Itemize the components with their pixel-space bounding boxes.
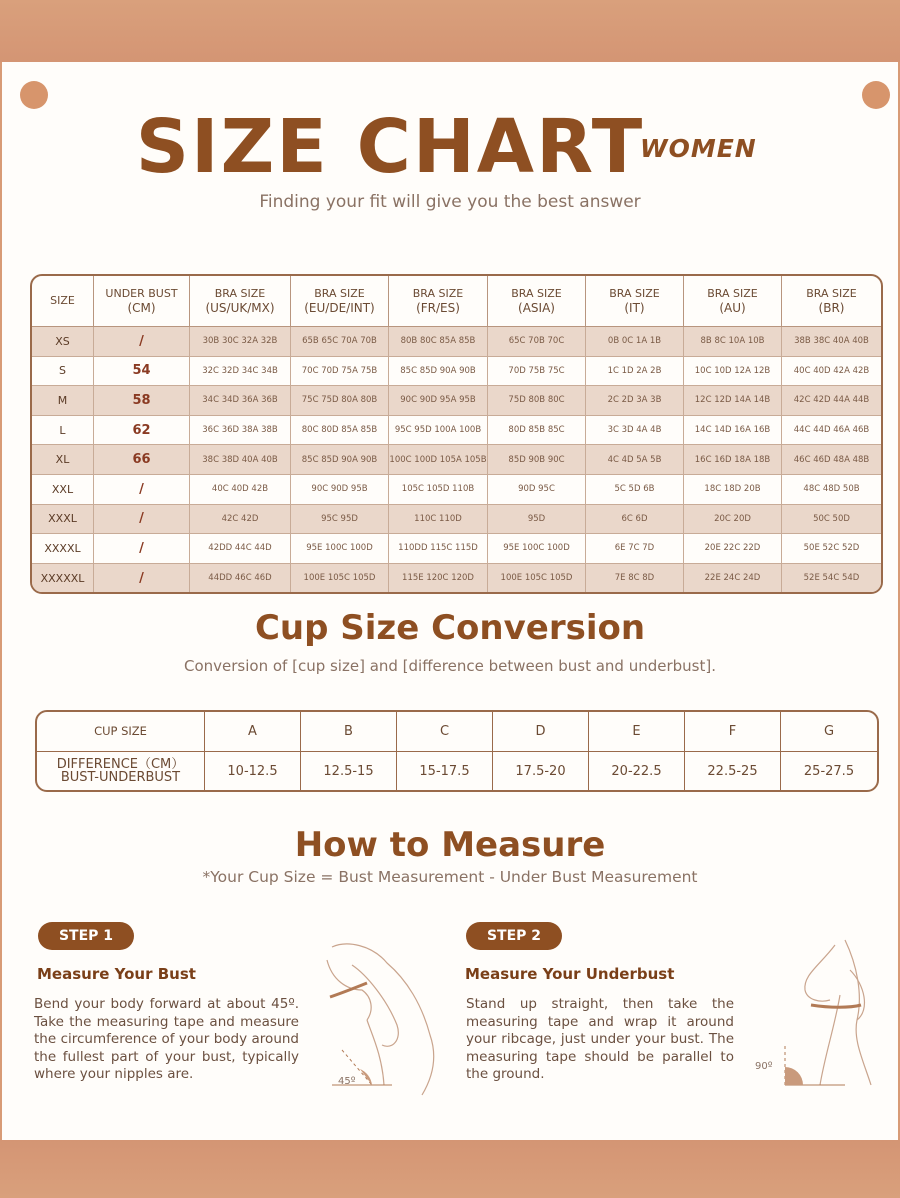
cup-diff-cell: 20-22.5 (589, 752, 685, 790)
underbust-cell: 66 (94, 445, 190, 475)
cup-diff-cell: 17.5-20 (493, 752, 589, 790)
table-row (32, 475, 881, 505)
bra-size-cell: 95E 100C 100D (291, 534, 389, 564)
bra-size-cell: 85C 85D 90A 90B (291, 445, 389, 475)
cup-section-subtitle: Conversion of [cup size] and [difference between bust and underbust]. (184, 657, 716, 675)
underbust-cell: / (94, 564, 190, 593)
table-row (32, 505, 881, 535)
bra-size-cell: 48C 48D 50B (782, 475, 881, 505)
bra-size-cell: 70C 70D 75A 75B (291, 357, 389, 387)
angle-label-45: 45º (338, 1076, 356, 1087)
bra-size-cell: 75C 75D 80A 80B (291, 386, 389, 416)
table-row (32, 357, 881, 387)
bra-size-cell: 65B 65C 70A 70B (291, 327, 389, 357)
bra-size-cell: 12C 12D 14A 14B (684, 386, 782, 416)
underbust-cell: / (94, 534, 190, 564)
bra-size-cell: 85D 90B 90C (488, 445, 586, 475)
underbust-cell: / (94, 327, 190, 357)
size-header-7 (684, 276, 782, 327)
cup-diff-cell: 10-12.5 (205, 752, 301, 790)
header-line: BRA SIZE (412, 287, 464, 300)
top-band (0, 0, 900, 62)
angle-marker-icon (360, 1069, 372, 1085)
table-row (32, 327, 881, 357)
size-header-5 (488, 276, 586, 327)
bra-size-cell: 50C 50D (782, 505, 881, 535)
bra-size-cell: 10C 10D 12A 12B (684, 357, 782, 387)
underbust-cell: 54 (94, 357, 190, 387)
bra-size-cell: 40C 40D 42A 42B (782, 357, 881, 387)
size-header-4 (389, 276, 488, 327)
bra-size-cell: 65C 70B 70C (488, 327, 586, 357)
size-cell: XS (32, 327, 94, 357)
cup-size-label: CUP SIZE (37, 712, 205, 752)
bra-size-cell: 75D 80B 80C (488, 386, 586, 416)
step2-text: Stand up straight, then take the measuring tape and wrap it around your ribcage, just under your bust. The measuring tape should be parallel to the ground. (466, 996, 734, 1082)
bra-size-cell: 100E 105C 105D (291, 564, 389, 593)
step2-heading: Measure Your Underbust (465, 965, 675, 983)
difference-label (37, 752, 205, 790)
table-row (32, 416, 881, 446)
table-row (32, 386, 881, 416)
table-row (32, 564, 881, 593)
bra-size-cell: 1C 1D 2A 2B (586, 357, 684, 387)
bra-size-cell: 42C 42D 44A 44B (782, 386, 881, 416)
bra-size-cell: 38B 38C 40A 40B (782, 327, 881, 357)
bra-size-cell: 38C 38D 40A 40B (190, 445, 291, 475)
bust-measure-figure (312, 935, 447, 1100)
bra-size-cell: 46C 46D 48A 48B (782, 445, 881, 475)
cup-diff-cell: 15-17.5 (397, 752, 493, 790)
cup-letter-cell: A (205, 712, 301, 752)
bra-size-cell: 5C 5D 6B (586, 475, 684, 505)
bra-size-cell: 3C 3D 4A 4B (586, 416, 684, 446)
bra-size-cell: 100E 105C 105D (488, 564, 586, 593)
bra-size-cell: 4C 4D 5A 5B (586, 445, 684, 475)
bra-size-cell: 22E 24C 24D (684, 564, 782, 593)
step1-badge: STEP 1 (38, 922, 134, 950)
page-subtitle: Finding your fit will give you the best answer (259, 192, 641, 212)
step1-heading: Measure Your Bust (37, 965, 196, 983)
bra-size-cell: 16C 16D 18A 18B (684, 445, 782, 475)
cup-letter-cell: E (589, 712, 685, 752)
header-line: (FR/ES) (416, 301, 460, 315)
header-line: BRA SIZE (609, 287, 660, 300)
header-line: (IT) (624, 301, 645, 315)
size-table (30, 274, 883, 594)
underbust-cell: 58 (94, 386, 190, 416)
size-cell: XXXL (32, 505, 94, 535)
underbust-cell: / (94, 475, 190, 505)
cup-diff-cell: 12.5-15 (301, 752, 397, 790)
measure-formula: *Your Cup Size = Bust Measurement - Under Bust Measurement (202, 868, 698, 886)
cup-letter-cell: B (301, 712, 397, 752)
bra-size-cell: 0B 0C 1A 1B (586, 327, 684, 357)
bra-size-cell: 20C 20D (684, 505, 782, 535)
table-row (32, 534, 881, 564)
bra-size-cell: 20E 22C 22D (684, 534, 782, 564)
size-cell: S (32, 357, 94, 387)
size-cell: XXXXXL (32, 564, 94, 593)
bra-size-cell: 90C 90D 95B (291, 475, 389, 505)
angle-marker-icon (785, 1067, 803, 1085)
bra-size-cell: 95D (488, 505, 586, 535)
header-line: UNDER BUST (105, 287, 178, 300)
bra-size-cell: 18C 18D 20B (684, 475, 782, 505)
size-cell: XXL (32, 475, 94, 505)
bra-size-cell: 36C 36D 38A 38B (190, 416, 291, 446)
header-line: (ASIA) (518, 301, 555, 315)
page-title: SIZE CHART (135, 104, 645, 190)
bra-size-cell: 50E 52C 52D (782, 534, 881, 564)
bra-size-cell: 7E 8C 8D (586, 564, 684, 593)
cup-letter-cell: F (685, 712, 781, 752)
bra-size-cell: 6E 7C 7D (586, 534, 684, 564)
cup-letter-cell: G (781, 712, 877, 752)
header-line: BRA SIZE (314, 287, 365, 300)
underbust-measure-figure (745, 935, 875, 1090)
bra-size-cell: 90D 95C (488, 475, 586, 505)
header-line: BRA SIZE (806, 287, 857, 300)
table-row (32, 445, 881, 475)
measure-section-title: How to Measure (294, 825, 606, 865)
bra-size-cell: 110C 110D (389, 505, 488, 535)
bra-size-cell: 42C 42D (190, 505, 291, 535)
header (0, 104, 900, 190)
tape-line (811, 1005, 861, 1007)
underbust-cell: / (94, 505, 190, 535)
size-cell: M (32, 386, 94, 416)
cup-diff-cell: 22.5-25 (685, 752, 781, 790)
bra-size-cell: 85C 85D 90A 90B (389, 357, 488, 387)
difference-label-line2: BUST-UNDERBUST (60, 770, 181, 785)
cup-table (35, 710, 879, 792)
bra-size-cell: 8B 8C 10A 10B (684, 327, 782, 357)
size-header-2 (190, 276, 291, 327)
size-header-3 (291, 276, 389, 327)
difference-label-line1: DIFFERENCE（CM） (56, 757, 185, 772)
bra-size-cell: 105C 105D 110B (389, 475, 488, 505)
bra-size-cell: 95E 100C 100D (488, 534, 586, 564)
bra-size-cell: 100C 100D 105A 105B (389, 445, 488, 475)
bra-size-cell: 6C 6D (586, 505, 684, 535)
header-line: (US/UK/MX) (205, 301, 275, 315)
header-line: (AU) (719, 301, 746, 315)
bottom-band (0, 1140, 900, 1198)
bra-size-cell: 40C 40D 42B (190, 475, 291, 505)
size-cell: XL (32, 445, 94, 475)
step1-text: Bend your body forward at about 45º. Take the measuring tape and measure the circumference of your body around the fullest part of your bust, typically where your nipples are. (34, 996, 299, 1082)
cup-letter-cell: C (397, 712, 493, 752)
bra-size-cell: 52E 54C 54D (782, 564, 881, 593)
size-cell: L (32, 416, 94, 446)
bra-size-cell: 32C 32D 34C 34B (190, 357, 291, 387)
underbust-cell: 62 (94, 416, 190, 446)
bra-size-cell: 14C 14D 16A 16B (684, 416, 782, 446)
header-line: BRA SIZE (214, 287, 266, 300)
cup-letter-cell: D (493, 712, 589, 752)
header-line: BRA SIZE (511, 287, 562, 300)
bra-size-cell: 80C 80D 85A 85B (291, 416, 389, 446)
size-cell: XXXXL (32, 534, 94, 564)
bra-size-cell: 2C 2D 3A 3B (586, 386, 684, 416)
angle-label-90: 90º (755, 1061, 773, 1072)
bra-size-cell: 44DD 46C 46D (190, 564, 291, 593)
size-header-6 (586, 276, 684, 327)
bra-size-cell: 34C 34D 36A 36B (190, 386, 291, 416)
bra-size-cell: 44C 44D 46A 46B (782, 416, 881, 446)
size-header-1 (94, 276, 190, 327)
bra-size-cell: 80D 85B 85C (488, 416, 586, 446)
header-line: (BR) (818, 301, 845, 315)
size-header-8 (782, 276, 881, 327)
gender-tag: WOMEN (640, 134, 757, 163)
step2-badge: STEP 2 (466, 922, 562, 950)
bra-size-cell: 30B 30C 32A 32B (190, 327, 291, 357)
header-line: (EU/DE/INT) (304, 301, 375, 315)
cup-diff-cell: 25-27.5 (803, 763, 855, 779)
bra-size-cell: 95C 95D 100A 100B (389, 416, 488, 446)
bra-size-cell: 42DD 44C 44D (190, 534, 291, 564)
size-header-0 (32, 276, 94, 327)
bra-size-cell: 95C 95D (291, 505, 389, 535)
bra-size-cell: 115E 120C 120D (389, 564, 488, 593)
bra-size-cell: 90C 90D 95A 95B (389, 386, 488, 416)
bra-size-cell: 70D 75B 75C (488, 357, 586, 387)
header-line: BRA SIZE (707, 287, 758, 300)
bra-size-cell: 80B 80C 85A 85B (389, 327, 488, 357)
header-line: SIZE (50, 294, 75, 307)
header-line: (CM) (127, 301, 156, 315)
cup-section-title: Cup Size Conversion (254, 608, 646, 648)
bra-size-cell: 110DD 115C 115D (389, 534, 488, 564)
